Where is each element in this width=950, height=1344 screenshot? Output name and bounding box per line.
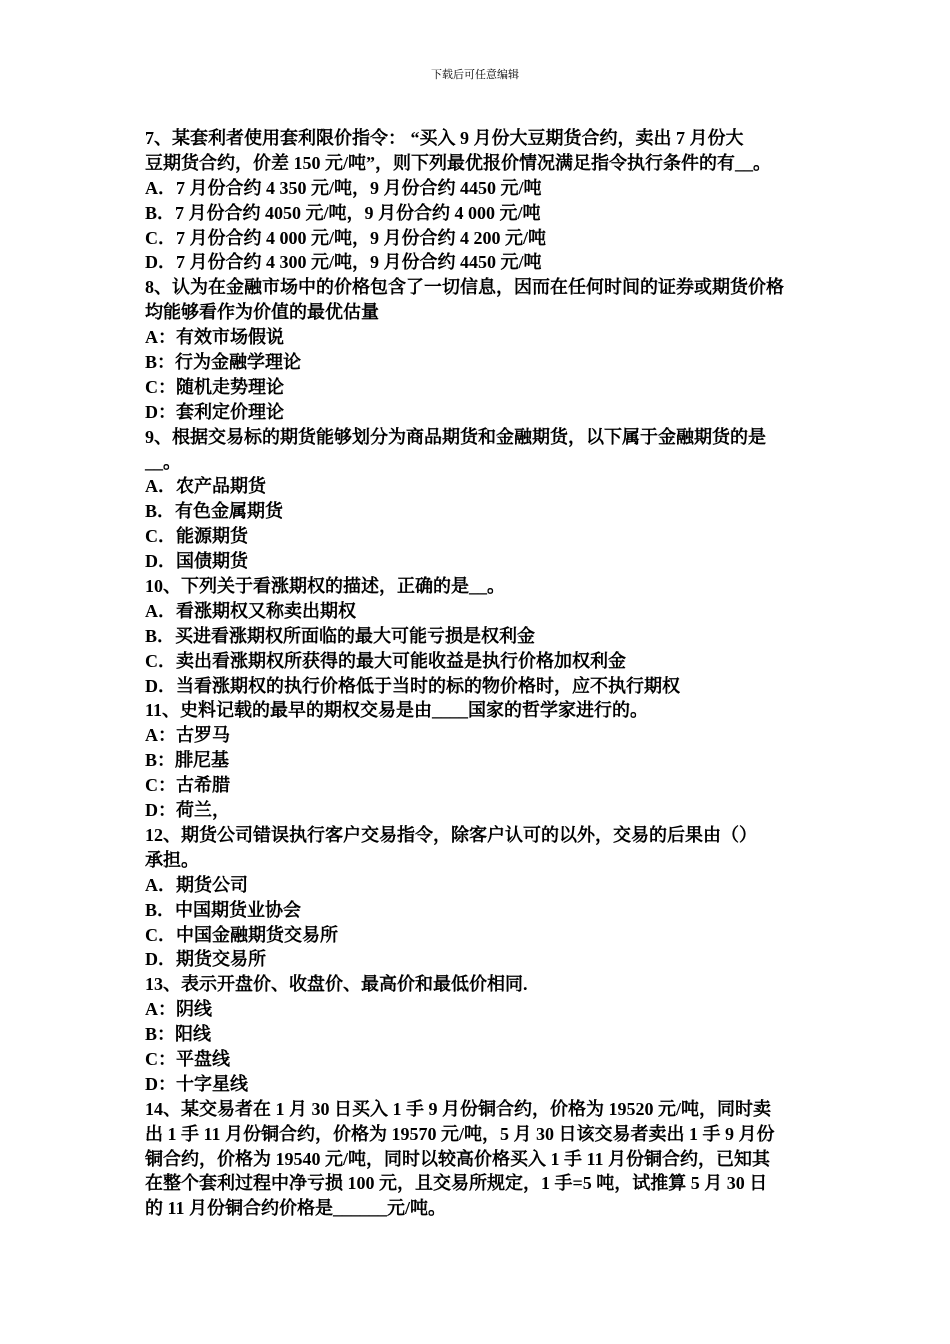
option-b: B：阳线	[145, 1024, 212, 1045]
option-c: C：随机走势理论	[145, 376, 284, 397]
option-d: D：套利定价理论	[145, 401, 284, 422]
question-12	[145, 823, 810, 972]
option-d: D．国债期货	[145, 551, 248, 572]
question-line: 8、认为在金融市场中的价格包含了一切信息，因而在任何时间的证券或期货价格	[145, 277, 784, 298]
question-line: 12、期货公司错误执行客户交易指令，除客户认可的以外，交易的后果由（）	[145, 824, 757, 845]
option-b: B．中国期货业协会	[145, 899, 302, 920]
question-7	[145, 126, 810, 275]
option-b: B：行为金融学理论	[145, 352, 302, 373]
question-13	[145, 972, 810, 1096]
option-c: C．卖出看涨期权所获得的最大可能收益是执行价格加权利金	[145, 650, 626, 671]
option-b: B．买进看涨期权所面临的最大可能亏损是权利金	[145, 625, 536, 646]
question-9	[145, 425, 810, 574]
option-b: B．有色金属期货	[145, 501, 284, 522]
option-c: C．中国金融期货交易所	[145, 924, 338, 945]
question-line: 10、下列关于看涨期权的描述，正确的是__。	[145, 576, 505, 597]
question-line: 铜合约，价格为 19540 元/吨，同时以较高价格买入 1 手 11 月份铜合约，已知其	[145, 1148, 771, 1169]
option-a: A：古罗马	[145, 725, 230, 746]
question-line: 的 11 月份铜合约价格是______元/吨。	[145, 1198, 447, 1219]
question-line: 14、某交易者在 1 月 30 日买入 1 手 9 月份铜合约，价格为 19520 元/吨，同时卖	[145, 1098, 771, 1119]
option-d: D：十字星线	[145, 1073, 248, 1094]
question-line: 豆期货合约，价差 150 元/吨”，则下列最优报价情况满足指令执行条件的有__。	[145, 152, 771, 173]
question-line: 13、表示开盘价、收盘价、最高价和最低价相同.	[145, 974, 528, 995]
question-8	[145, 275, 810, 424]
question-line: 均能够看作为价值的最优估量	[145, 302, 379, 323]
option-c: C．7 月份合约 4 000 元/吨，9 月份合约 4 200 元/吨	[145, 227, 546, 248]
option-a: A．农产品期货	[145, 476, 266, 497]
question-11	[145, 698, 810, 822]
question-line: 9、根据交易标的期货能够划分为商品期货和金融期货，以下属于金融期货的是	[145, 426, 766, 447]
question-line: 7、某套利者使用套利限价指令： “买入 9 月份大豆期货合约，卖出 7 月份大	[145, 128, 744, 148]
option-c: C：平盘线	[145, 1048, 230, 1069]
option-a: A：阴线	[145, 999, 212, 1020]
option-a: A．看涨期权又称卖出期权	[145, 600, 356, 621]
option-b: B．7 月份合约 4050 元/吨，9 月份合约 4 000 元/吨	[145, 202, 541, 223]
option-c: C．能源期货	[145, 526, 248, 547]
option-a: A：有效市场假说	[145, 327, 284, 348]
document-body	[145, 126, 810, 1221]
question-line: 出 1 手 11 月份铜合约，价格为 19570 元/吨，5 月 30 日该交易者卖出 1 手 9 月份	[145, 1123, 775, 1144]
option-a: A．期货公司	[145, 874, 248, 895]
question-line: 11、史料记载的最早的期权交易是由____国家的哲学家进行的。	[145, 700, 649, 721]
option-d: D．7 月份合约 4 300 元/吨，9 月份合约 4450 元/吨	[145, 252, 542, 273]
option-d: D：荷兰，	[145, 800, 230, 821]
question-line: __。	[145, 451, 181, 472]
question-10	[145, 574, 810, 698]
option-c: C：古希腊	[145, 775, 230, 796]
option-b: B：腓尼基	[145, 750, 230, 771]
question-14	[145, 1097, 810, 1221]
option-d: D．期货交易所	[145, 949, 266, 970]
option-d: D．当看涨期权的执行价格低于当时的标的物价格时，应不执行期权	[145, 675, 680, 696]
question-line: 在整个套利过程中净亏损 100 元，且交易所规定，1 手=5 吨，试推算 5 月 30 日	[145, 1173, 768, 1194]
option-a: A．7 月份合约 4 350 元/吨，9 月份合约 4450 元/吨	[145, 177, 542, 198]
download-note: 下载后可任意编辑	[431, 68, 519, 81]
question-line: 承担。	[145, 849, 199, 870]
